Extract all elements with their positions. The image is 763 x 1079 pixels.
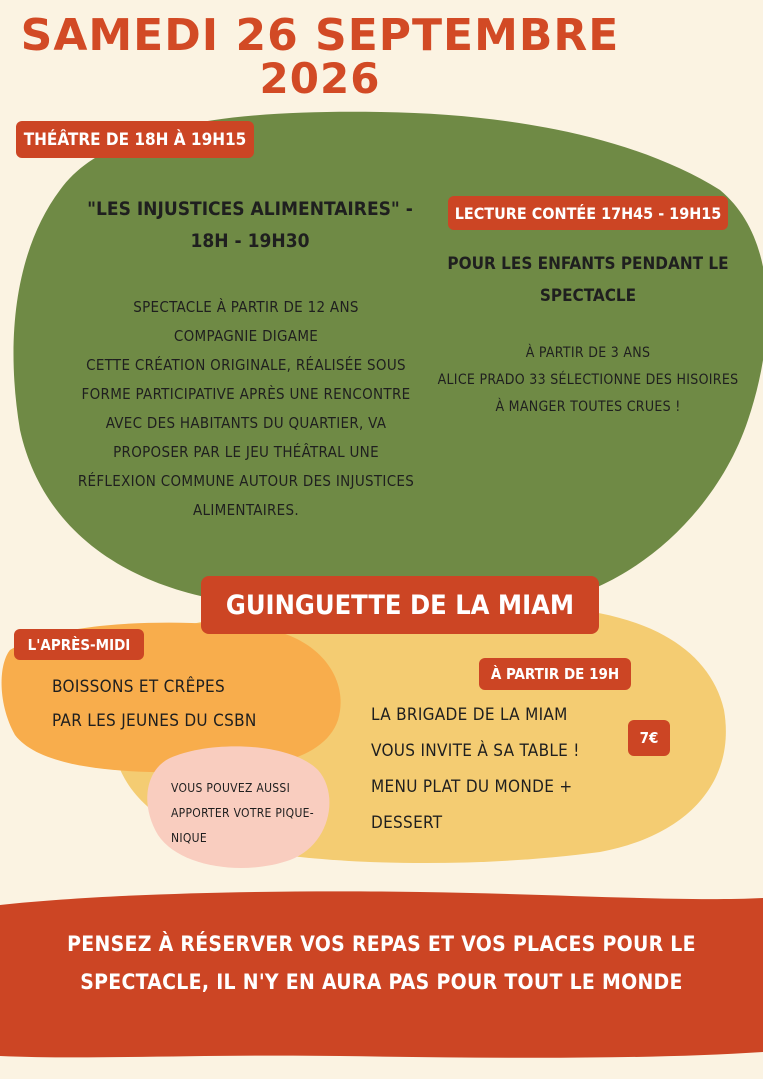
- description-line: FORME PARTICIPATIVE APRÈS UNE RENCONTRE: [81, 385, 411, 403]
- description-line: SPECTACLE À PARTIR DE 12 ANS: [133, 298, 359, 316]
- description-line: ALIMENTAIRES.: [193, 501, 299, 519]
- evening-line: LA BRIGADE DE LA MIAM: [371, 705, 568, 725]
- footer-line: SPECTACLE, IL N'Y EN AURA PAS POUR TOUT LE MONDE: [80, 970, 683, 994]
- price-badge: 7€: [628, 720, 670, 756]
- picnic-line: NIQUE: [171, 831, 207, 845]
- description-line: PROPOSER PAR LE JEU THÉÂTRAL UNE: [113, 443, 379, 461]
- page-title-year: 2026: [259, 54, 381, 103]
- headline-line: SPECTACLE: [539, 286, 637, 306]
- evening-description: [371, 697, 631, 841]
- footer-message: [20, 925, 743, 1001]
- theatre-show-title: [40, 193, 460, 257]
- afternoon-tag: L'APRÈS-MIDI: [14, 629, 144, 660]
- evening-line: DESSERT: [371, 813, 443, 833]
- afternoon-line: PAR LES JEUNES DU CSBN: [52, 711, 257, 731]
- lecture-tag: LECTURE CONTÉE 17H45 - 19H15: [448, 196, 728, 230]
- theatre-description: [40, 293, 452, 525]
- description-line: CETTE CRÉATION ORIGINALE, RÉALISÉE SOUS: [86, 356, 406, 374]
- lecture-headline: [428, 248, 748, 312]
- headline-line: POUR LES ENFANTS PENDANT LE: [447, 254, 729, 274]
- afternoon-description: [52, 670, 332, 738]
- evening-line: VOUS INVITE À SA TABLE !: [371, 741, 580, 761]
- guinguette-title: GUINGUETTE DE LA MIAM: [201, 576, 599, 634]
- theatre-tag: THÉÂTRE DE 18H À 19H15: [16, 121, 254, 158]
- evening-line: MENU PLAT DU MONDE +: [371, 777, 573, 797]
- lecture-description: [428, 340, 748, 421]
- picnic-note: [171, 776, 341, 851]
- description-line: COMPAGNIE DIGAME: [173, 327, 319, 345]
- picnic-line: APPORTER VOTRE PIQUE-: [171, 806, 314, 820]
- lecture-line: À MANGER TOUTES CRUES !: [495, 399, 681, 415]
- page-title: SAMEDI 26 SEPTEMBRE: [20, 10, 620, 61]
- picnic-line: VOUS POUVEZ AUSSI: [171, 781, 291, 795]
- lecture-line: ALICE PRADO 33 SÉLECTIONNE DES HISOIRES: [437, 372, 739, 388]
- lecture-line: À PARTIR DE 3 ANS: [525, 345, 651, 361]
- show-title-line: "LES INJUSTICES ALIMENTAIRES" -: [87, 198, 413, 220]
- description-line: AVEC DES HABITANTS DU QUARTIER, VA: [105, 414, 387, 432]
- description-line: RÉFLEXION COMMUNE AUTOUR DES INJUSTICES: [77, 472, 415, 490]
- afternoon-line: BOISSONS ET CRÊPES: [52, 677, 226, 697]
- evening-tag: À PARTIR DE 19H: [479, 658, 631, 690]
- show-time-line: 18H - 19H30: [190, 230, 310, 252]
- footer-line: PENSEZ À RÉSERVER VOS REPAS ET VOS PLACES POUR LE: [67, 932, 696, 956]
